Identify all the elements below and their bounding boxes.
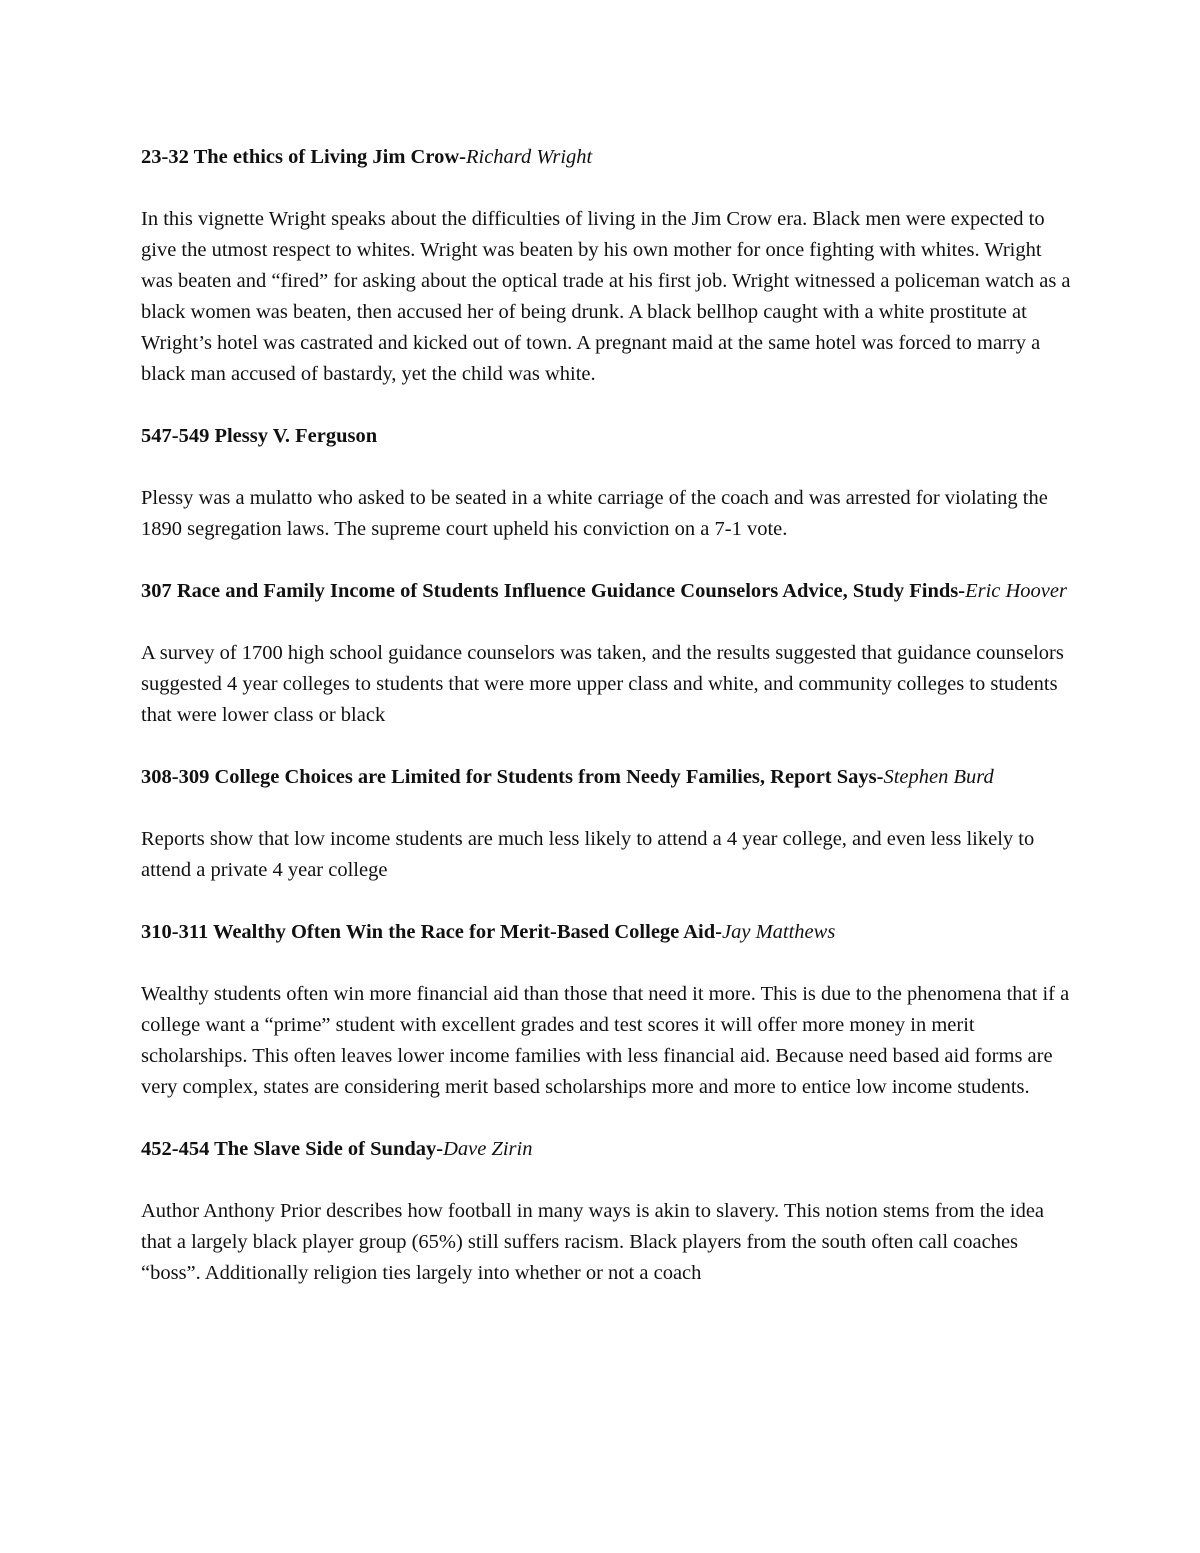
section-heading-matthews	[141, 917, 1071, 948]
section-pages: 23-32	[141, 146, 189, 168]
section-author: Eric Hoover	[965, 580, 1067, 602]
section-heading-zirin	[141, 1134, 1071, 1165]
section-title: The Slave Side of Sunday-	[214, 1138, 444, 1160]
section-author: Dave Zirin	[443, 1138, 533, 1160]
section-heading-plessy	[141, 421, 1071, 452]
section-title: Wealthy Often Win the Race for Merit-Based College Aid-	[212, 921, 722, 943]
section-title: Race and Family Income of Students Influence Guidance Counselors Advice, Study Finds-	[176, 580, 966, 602]
document-content	[141, 142, 1071, 1320]
section-summary-matthews: Wealthy students often win more financial aid than those that need it more. This is due to the phenomena that if a college want a “prime” student with excellent grades and test scores it will offer more money in merit scholarships. This often leaves lower income families with less financial aid. Because need based aid forms are very complex, states are considering merit based scholarships more and more to entice low income students.	[141, 983, 1070, 1098]
section-summary-burd: Reports show that low income students are much less likely to attend a 4 year college, and even less likely to attend a private 4 year college	[141, 828, 1035, 881]
section-heading-burd	[141, 762, 1071, 793]
section-title: Plessy V. Ferguson	[214, 425, 378, 447]
section-summary-zirin: Author Anthony Prior describes how football in many ways is akin to slavery. This notion stems from the idea that a largely black player group (65%) still suffers racism. Black players from the south often call coaches “boss”. Additionally religion ties largely into whether or not a coach	[141, 1200, 1045, 1284]
section-author: Jay Matthews	[722, 921, 836, 943]
section-summary-wright: In this vignette Wright speaks about the difficulties of living in the Jim Crow era. Black men were expected to give the utmost respect to whites. Wright was beaten by his own mother for once fighting with whites. Wright was beaten and “fired” for asking about the optical trade at his first job. Wright witnessed a policeman watch as a black women was beaten, then accused her of being drunk. A black bellhop caught with a white prostitute at Wright’s hotel was castrated and kicked out of town. A pregnant maid at the same hotel was forced to marry a black man accused of bastardy, yet the child was white.	[141, 208, 1071, 385]
section-summary-hoover: A survey of 1700 high school guidance counselors was taken, and the results suggested that guidance counselors suggested 4 year colleges to students that were more upper class and white, and community colleges to students that were lower class or black	[141, 642, 1064, 726]
section-author: Stephen Burd	[883, 766, 994, 788]
section-pages: 547-549	[141, 425, 210, 447]
section-author: Richard Wright	[465, 146, 593, 168]
section-heading-wright	[141, 142, 1071, 173]
section-summary-plessy: Plessy was a mulatto who asked to be seated in a white carriage of the coach and was arrested for violating the 1890 segregation laws. The supreme court upheld his conviction on a 7-1 vote.	[141, 487, 1048, 540]
section-title: College Choices are Limited for Students from Needy Families, Report Says-	[214, 766, 884, 788]
section-heading-hoover	[141, 576, 1071, 607]
section-pages: 307	[141, 580, 172, 602]
section-pages: 308-309	[141, 766, 210, 788]
section-title: The ethics of Living Jim Crow-	[193, 146, 466, 168]
section-pages: 310-311	[141, 921, 209, 943]
section-pages: 452-454	[141, 1138, 210, 1160]
